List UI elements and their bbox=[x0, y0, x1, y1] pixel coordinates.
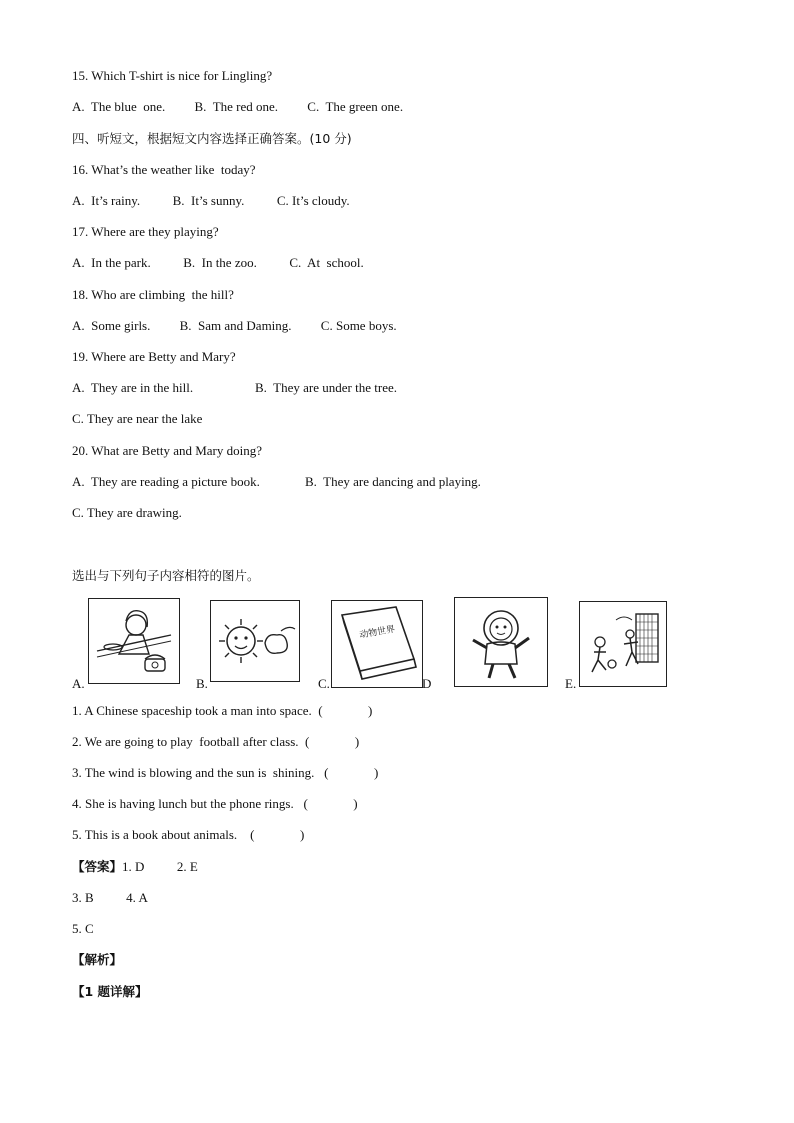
picture-label-b: B. bbox=[196, 676, 208, 691]
sentence-4: 4. She is having lunch but the phone rings. ( ) bbox=[72, 796, 358, 811]
q15-question: 15. Which T-shirt is nice for Lingling? bbox=[72, 68, 273, 83]
sentence-3: 3. The wind is blowing and the sun is shining. ( ) bbox=[72, 765, 379, 780]
girl-lunch-phone-icon bbox=[89, 599, 179, 683]
picture-label-a: A. bbox=[72, 676, 85, 691]
answer-line-1: 1. D 2. E bbox=[122, 859, 198, 874]
q20-option-a: A. They are reading a picture book. bbox=[72, 474, 260, 489]
q19-question: 19. Where are Betty and Mary? bbox=[72, 349, 236, 364]
q18-options: A. Some girls. B. Sam and Daming. C. Some boys. bbox=[72, 318, 397, 333]
sentence-5: 5. This is a book about animals. ( ) bbox=[72, 827, 305, 842]
sentence-2: 2. We are going to play football after class. ( ) bbox=[72, 734, 360, 749]
analysis-label: 【解析】 bbox=[72, 952, 123, 967]
picture-d bbox=[454, 597, 548, 687]
picture-label-e: E. bbox=[565, 676, 577, 691]
q20-option-c: C. They are drawing. bbox=[72, 505, 182, 520]
astronaut-icon bbox=[455, 598, 547, 686]
answer-line-2: 3. B 4. A bbox=[72, 890, 148, 905]
q17-question: 17. Where are they playing? bbox=[72, 224, 219, 239]
q20-option-b: B. They are dancing and playing. bbox=[305, 474, 481, 489]
picture-b bbox=[210, 600, 300, 682]
answer-label: 【答案】 bbox=[72, 859, 123, 874]
q16-question: 16. What’s the weather like today? bbox=[72, 162, 256, 177]
picture-a bbox=[88, 598, 180, 684]
sentence-1: 1. A Chinese spaceship took a man into space. ( ) bbox=[72, 703, 373, 718]
q20-question: 20. What are Betty and Mary doing? bbox=[72, 443, 263, 458]
book-title: 动物世界 bbox=[358, 624, 396, 641]
answer-line-3: 5. C bbox=[72, 921, 94, 936]
q19-option-a: A. They are in the hill. bbox=[72, 380, 194, 395]
q15-options: A. The blue one. B. The red one. C. The green one. bbox=[72, 99, 404, 114]
sun-wind-icon bbox=[211, 601, 299, 681]
picture-label-c: C. bbox=[318, 676, 330, 691]
q18-question: 18. Who are climbing the hill? bbox=[72, 287, 234, 302]
q16-options: A. It’s rainy. B. It’s sunny. C. It’s cloudy. bbox=[72, 193, 350, 208]
match-instruction: 选出与下列句子内容相符的图片。 bbox=[72, 568, 260, 583]
football-icon bbox=[580, 602, 666, 686]
picture-c bbox=[331, 600, 423, 688]
answer-row-1 bbox=[72, 859, 198, 875]
q17-options: A. In the park. B. In the zoo. C. At school. bbox=[72, 255, 364, 270]
q19-option-b: B. They are under the tree. bbox=[255, 380, 397, 395]
book-icon bbox=[332, 601, 422, 687]
picture-e bbox=[579, 601, 667, 687]
analysis-subheading: 【1 题详解】 bbox=[72, 984, 148, 999]
q19-option-c: C. They are near the lake bbox=[72, 411, 203, 426]
section-heading: 四、听短文，根据短文内容选择正确答案。(10 分) bbox=[72, 131, 352, 146]
picture-label-d: D bbox=[422, 676, 432, 691]
